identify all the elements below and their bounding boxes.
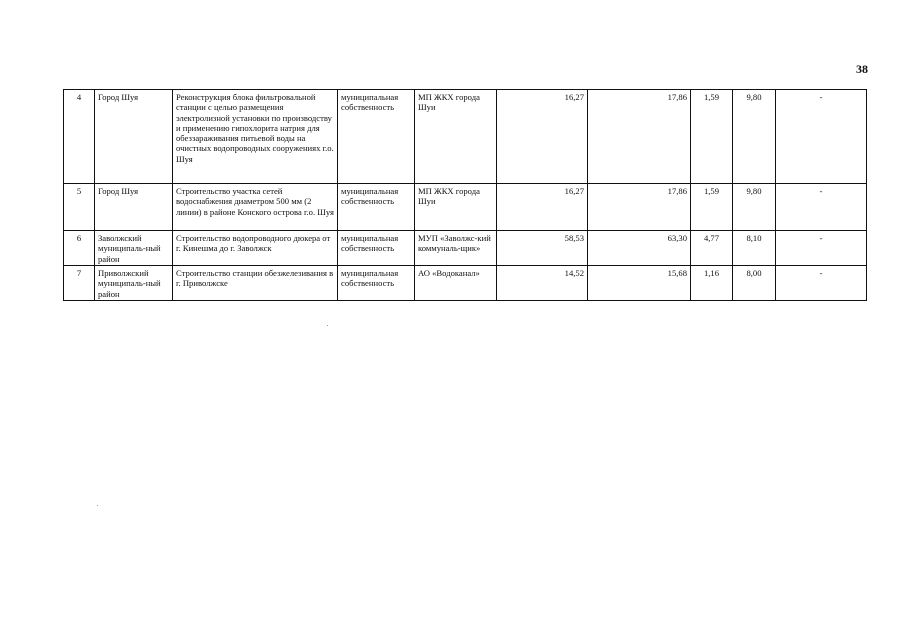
value3-cell: 1,59	[691, 90, 733, 184]
note-cell: -	[776, 231, 867, 266]
ownership-cell: муниципальная собственность	[338, 90, 415, 184]
value4-cell: 8,10	[733, 231, 776, 266]
note-cell: -	[776, 266, 867, 301]
location-cell: Приволжский муниципаль-ный район	[95, 266, 173, 301]
project-cell: Строительство станции обезжелезивания в г. Приволжске	[173, 266, 338, 301]
page-number: 38	[856, 62, 868, 76]
value2-cell: 63,30	[588, 231, 691, 266]
location-cell: Город Шуя	[95, 90, 173, 184]
value1-cell: 14,52	[497, 266, 588, 301]
value4-cell: 8,00	[733, 266, 776, 301]
value1-cell: 16,27	[497, 90, 588, 184]
table-row	[64, 184, 867, 231]
value3-cell: 1,59	[691, 184, 733, 231]
value3-cell: 1,16	[691, 266, 733, 301]
data-table	[63, 89, 867, 301]
table-row	[64, 266, 867, 301]
note-cell: -	[776, 184, 867, 231]
value1-cell: 16,27	[497, 184, 588, 231]
value4-cell: 9,80	[733, 90, 776, 184]
location-cell: Заволжский муниципаль-ный район	[95, 231, 173, 266]
ownership-cell: муниципальная собственность	[338, 266, 415, 301]
ownership-cell: муниципальная собственность	[338, 184, 415, 231]
table-row	[64, 90, 867, 184]
scan-speck	[327, 325, 328, 326]
scan-speck	[97, 505, 98, 506]
row-number: 7	[64, 266, 95, 301]
operator-cell: МП ЖКХ города Шуи	[415, 90, 497, 184]
project-cell: Строительство участка сетей водоснабжения диаметром 500 мм (2 линии) в районе Конского острова г.о. Шуя	[173, 184, 338, 231]
row-number: 5	[64, 184, 95, 231]
table-body	[64, 90, 867, 301]
location-cell: Город Шуя	[95, 184, 173, 231]
value4-cell: 9,80	[733, 184, 776, 231]
project-cell: Реконструкция блока фильтровальной станции с целью размещения электролизной установки по производству и применению гипохлорита натрия для обеззараживания питьевой воды на очистных водопроводных сооружениях г.о. Шуя	[173, 90, 338, 184]
operator-cell: МУП «Заволжс-кий коммуналь-щик»	[415, 231, 497, 266]
value1-cell: 58,53	[497, 231, 588, 266]
row-number: 6	[64, 231, 95, 266]
value3-cell: 4,77	[691, 231, 733, 266]
project-cell: Строительство водопроводного дюкера от г. Кинешма до г. Заволжск	[173, 231, 338, 266]
value2-cell: 17,86	[588, 184, 691, 231]
value2-cell: 17,86	[588, 90, 691, 184]
note-cell: -	[776, 90, 867, 184]
value2-cell: 15,68	[588, 266, 691, 301]
table-row	[64, 231, 867, 266]
ownership-cell: муниципальная собственность	[338, 231, 415, 266]
operator-cell: МП ЖКХ города Шуи	[415, 184, 497, 231]
row-number: 4	[64, 90, 95, 184]
operator-cell: АО «Водоканал»	[415, 266, 497, 301]
